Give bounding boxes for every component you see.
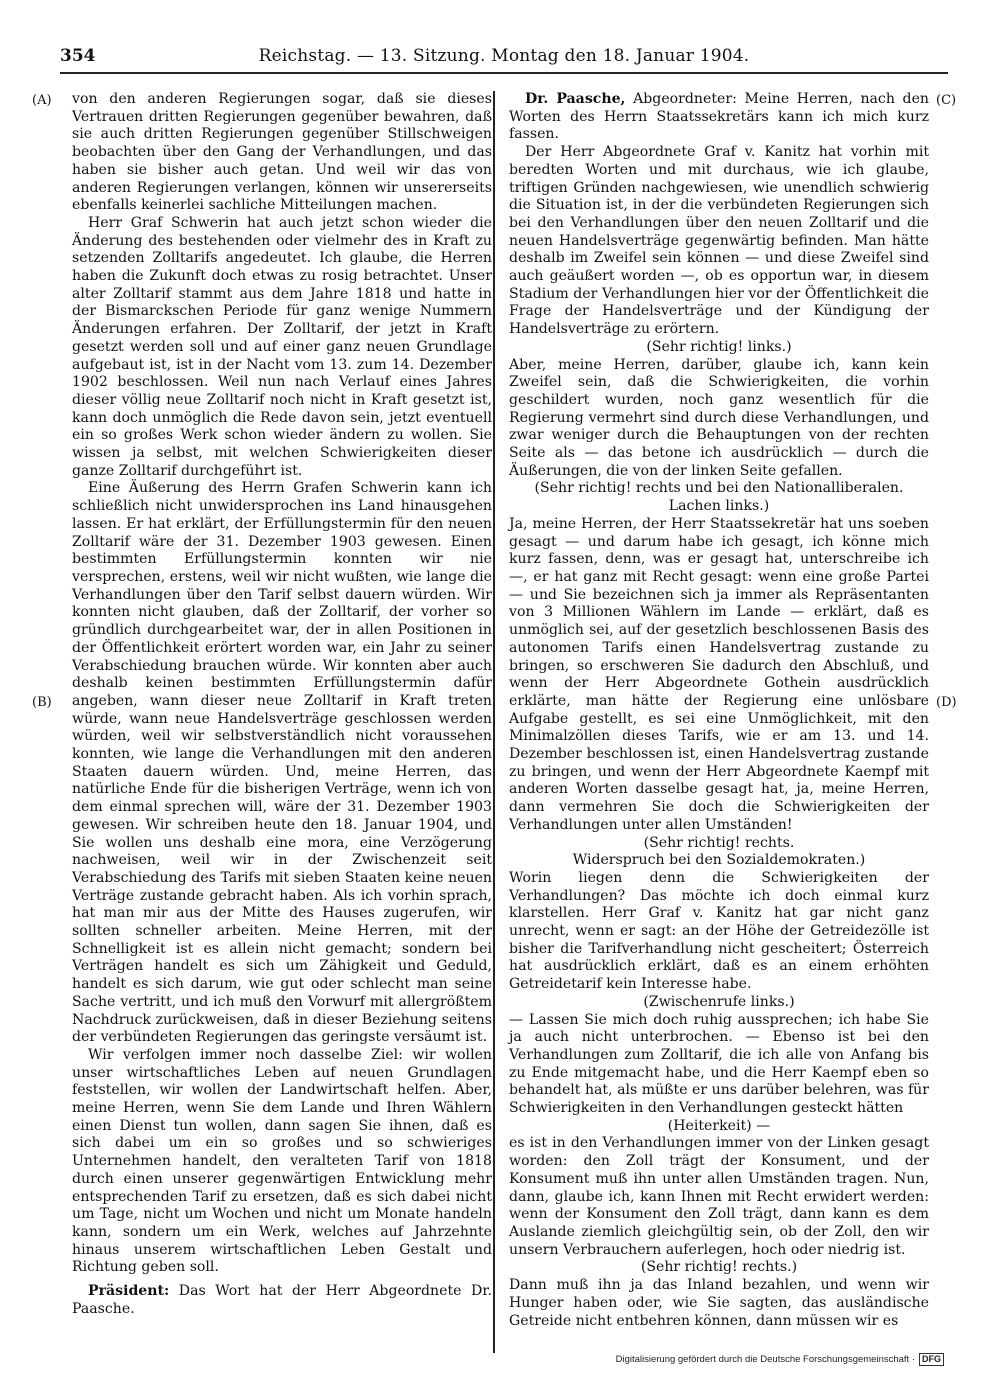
paragraph: Worin liegen denn die Schwierigkeiten der Verhandlungen? Das möchte ich doch einmal kurz klarstellen. Herr Graf v. Kanitz hat gar nicht ganz unrecht, wenn er sagt: an der Höhe der Getreidezölle ist bisher die Tarifverhandlung nicht gescheitert; Österreich hat ausdrücklich erklärt, daß es an einem erhöhten Getreidetarif kein Interesse habe. — [509, 869, 929, 993]
right-column — [509, 91, 929, 1330]
paragraph: Eine Äußerung des Herrn Grafen Schwerin kann ich schließlich nicht unwidersprochen ins Land hinausgehen lassen. Er hat erklärt, der Erfüllungstermin für den neuen Zolltarif wäre der 31. Dezember 1903 gewesen. Einen bestimmten Erfüllungstermin konnten wir nie versprechen, erstens, weil wir nicht wußten, wie lange die Verhandlungen über den Tarif selbst dauern würden. Wir konnten nicht glauben, daß der Zolltarif, der vorher so gründlich durchgearbeitet war, der in allen Positionen in der Öffentlichkeit erörtert worden war, ein Jahr zu seiner Verabschiedung brauchen würde. Wir konnten aber auch deshalb keinen bestimmten Erfüllungstermin dafür angeben, wann dieser neue Zolltarif in Kraft treten würde, wann neue Handelsverträge geschlossen werden würden, weil wir selbstverständlich nicht voraussehen konnten, wie lange die Verhandlungen mit den anderen Staaten dauern würden. Und, meine Herren, das natürliche Ende für die bisherigen Verträge, wenn ich von dem einmal sprechen will, wäre der 31. Dezember 1903 gewesen. Wir schreiben heute den 18. Januar 1904, und Sie wollen uns deshalb eine mora, eine Verzögerung nachweisen, weil wir in der Zwischenzeit seit Verabschiedung des Tarifs mit sieben Staaten keine neuen Verträge zustande gebracht haben. Als ich vorhin sprach, hat man mir aus der Mitte des Hauses zugerufen, wir sollten schneller arbeiten. Meine Herren, mit der Schnelligkeit ist es allein nicht gemacht; sondern bei Verträgen handelt es sich um Zähigkeit und Geduld, handelt es sich darum, wie gut oder schlecht man seine Sache vertritt, und ich muß den Vorwurf mit allergrößtem Nachdruck zurückweisen, daß in dieser Beziehung seitens der verbündeten Regierungen das geringste versäumt ist. — [72, 480, 492, 1046]
margin-marker-c: (C) — [936, 93, 957, 108]
interjection: (Zwischenrufe links.) — [643, 993, 795, 1010]
paragraph: Ja, meine Herren, der Herr Staatssekretär hat uns soeben gesagt — und darum habe ich gesagt, ich könne mich kurz fassen, denn, was er gesagt hat, unterschreibe ich —, er hat ganz mit Recht gesagt: wenn eine große Partei — und Sie bezeichnen sich ja immer als Repräsentanten von 3 Millionen Wählern im Lande — erklärt, daß es unmöglich sei, auf der gesetzlich beschlossenen Basis des autonomen Tarifs einen Handelsvertrag zustande zu bringen, so erschweren Sie dadurch den Abschluß, und wenn der Herr Abgeordnete Gothein ausdrücklich erklärte, man hätte der Regierung eine unlösbare Aufgabe gestellt, es sei eine Unmöglichkeit, mit den Minimalzöllen dieses Tarifs, wie er am 13. und 14. Dezember beschlossen ist, einen Handelsvertrag zustande zu bringen, und wenn der Herr Abgeordnete Kaempf mit anderen Worten dasselbe gesagt hat, ja, meine Herren, dann vermehren Sie doch die Schwierigkeiten der Verhandlungen unter allen Umständen! — [509, 515, 929, 833]
paragraph: es ist in den Verhandlungen immer von der Linken gesagt worden: den Zoll trägt der Konsument, und der Konsument muß ihn unter allen Umständen tragen. Nun, dann, glaube ich, kann Ihnen mit Recht erwidert werden: wenn der Konsument den Zoll trägt, dann kann es dem Auslande ziemlich gleichgültig sein, ob der Zoll, den wir unsern Verbrauchern auferlegen, hoch oder niedrig ist. — [509, 1135, 929, 1258]
margin-marker-b: (B) — [32, 695, 52, 710]
dfg-logo: DFG — [919, 1353, 944, 1366]
page-header — [60, 46, 948, 74]
speaker-name: Präsident: — [88, 1283, 170, 1300]
margin-marker-a: (A) — [32, 93, 52, 108]
speaker-paragraph — [72, 1283, 492, 1318]
paragraph: — Lassen Sie mich doch ruhig aussprechen; ich habe Sie ja auch nicht unterbrochen. — Ebenso ist bei den Verhandlungen zum Zolltarif, die ich alle von Anfang bis zu Ende mitgemacht habe, und die Herr Kaempf eben so behandelt hat, als müßte er uns darüber belehren, was für Schwierigkeiten in den Verhandlungen gesteckt hätten — [509, 1011, 929, 1117]
paragraph: von den anderen Regierungen sogar, daß sie dieses Vertrauen dritten Regierungen gegenüber bewahren, daß sie auch dritten Regierungen gegenüber Stillschweigen beobachten über den Gang der Verhandlungen, und das haben sie bisher auch getan. Und weil wir das von anderen Regierungen verlangen, können wir unsererseits ebenfalls keinerlei sachliche Mitteilungen machen. — [72, 91, 492, 214]
funding-note-text: Digitalisierung gefördert durch die Deutsche Forschungsgemeinschaft · — [615, 1354, 915, 1365]
speaker-name: Dr. Paasche, — [525, 91, 626, 107]
interjection: (Sehr richtig! rechts.) — [640, 1259, 798, 1276]
interjection: (Sehr richtig! links.) — [646, 338, 792, 355]
paragraph: Wir verfolgen immer noch dasselbe Ziel: wir wollen unser wirtschaftliches Leben auf neuen Grundlagen feststellen, wir wollen der Landwirtschaft helfen. Aber, meine Herren, wenn Sie dem Lande und Ihren Wählern einen Dienst tun wollen, dann sagen Sie ihnen, daß es sich dabei um ein so großes und so schwieriges Unternehmen handelt, den veralteten Tarif von 1818 durch einen unserer gegenwärtigen Entwicklung mehr entsprechenden Tarif zu ersetzen, daß es sich dabei nicht um Tage, nicht um Wochen und nicht um Monate handeln kann, sondern um ein Werk, welches auf Jahrzehnte hinaus unserem wirtschaftlichen Leben Gestalt und Richtung geben soll. — [72, 1046, 492, 1276]
page-number: 354 — [60, 46, 96, 66]
column-divider — [493, 91, 495, 1353]
left-column — [72, 91, 492, 1319]
paragraph: Herr Graf Schwerin hat auch jetzt schon wieder die Änderung des bestehenden oder vielmehr des in Kraft zu setzenden Zolltarifs angedeutet. Ich glaube, die Herren haben die Zukunft doch etwas zu rosig betrachtet. Unser alter Zolltarif stammt aus dem Jahre 1818 und hatte in der Bismarckschen Periode für ganz wenige Nummern Änderungen erfahren. Der Zolltarif, der jetzt in Kraft gesetzt werden soll und auf einer ganz neuen Grundlage aufgebaut ist, ist in der Nacht vom 13. zum 14. Dezember 1902 beschlossen. Weil nun nach Verlauf eines Jahres dieser völlig neue Zolltarif noch nicht in Kraft gesetzt ist, kann doch unmöglich die Rede davon sein, jetzt eventuell ein so großes Werk schon wieder ändern zu wollen. Sie wissen ja selbst, mit welchen Schwierigkeiten dieser ganze Zolltarif durchgeführt ist. — [72, 214, 492, 479]
margin-marker-d: (D) — [936, 695, 957, 710]
paragraph: Der Herr Abgeordnete Graf v. Kanitz hat vorhin mit beredten Worten und mit durchaus, wie ich glaube, triftigen Gründen nachgewiesen, wie unendlich schwierig die Situation ist, in der die verbündeten Regierungen sich bei den Verhandlungen über den neuen Zolltarif und die neuen Handelsverträge gegenwärtig befinden. Man hätte deshalb im Zweifel sein können — und diese Zweifel sind auch geäußert worden —, ob es opportun war, in diesem Stadium der Verhandlungen hier vor der Öffentlichkeit die Frage der Handelsverträge und der Kündigung der Handelsverträge zu erörtern. — [509, 144, 929, 338]
interjection: Widerspruch bei den Sozialdemokraten.) — [572, 852, 866, 869]
interjection: (Heiterkeit) — — [667, 1117, 771, 1134]
interjection: Lachen links.) — [668, 498, 770, 515]
paragraph: Dann muß ihn ja das Inland bezahlen, und wenn wir Hunger haben oder, wie Sie sagten, das ausländische Getreide nicht entbehren können, dann müssen wir es — [509, 1277, 929, 1329]
interjection: (Sehr richtig! rechts und bei den Nationalliberalen. — [534, 480, 904, 497]
running-head: Reichstag. — 13. Sitzung. Montag den 18. Januar 1904. — [258, 46, 750, 66]
speech-text: Das Wort hat der Herr Abgeordnete Dr. Paasche. — [72, 1283, 493, 1317]
funding-note — [616, 1353, 944, 1366]
interjection: (Sehr richtig! rechts. — [643, 834, 795, 851]
speech-text: Abgeordneter: Meine Herren, nach den Worten des Herrn Staatssekretärs kann ich mich kurz fassen. — [509, 91, 929, 143]
paragraph: Aber, meine Herren, darüber, glaube ich, kann kein Zweifel sein, daß die Schwierigkeiten, die vorhin geschildert wurden, noch ganz wesentlich für die Regierung vermehrt sind durch diese Verhandlungen, und zwar weniger durch die Behauptungen von der rechten Seite als — das betone ich ausdrücklich — durch die Äußerungen, die von der linken Seite gefallen. — [509, 356, 929, 479]
speaker-paragraph — [509, 91, 929, 144]
